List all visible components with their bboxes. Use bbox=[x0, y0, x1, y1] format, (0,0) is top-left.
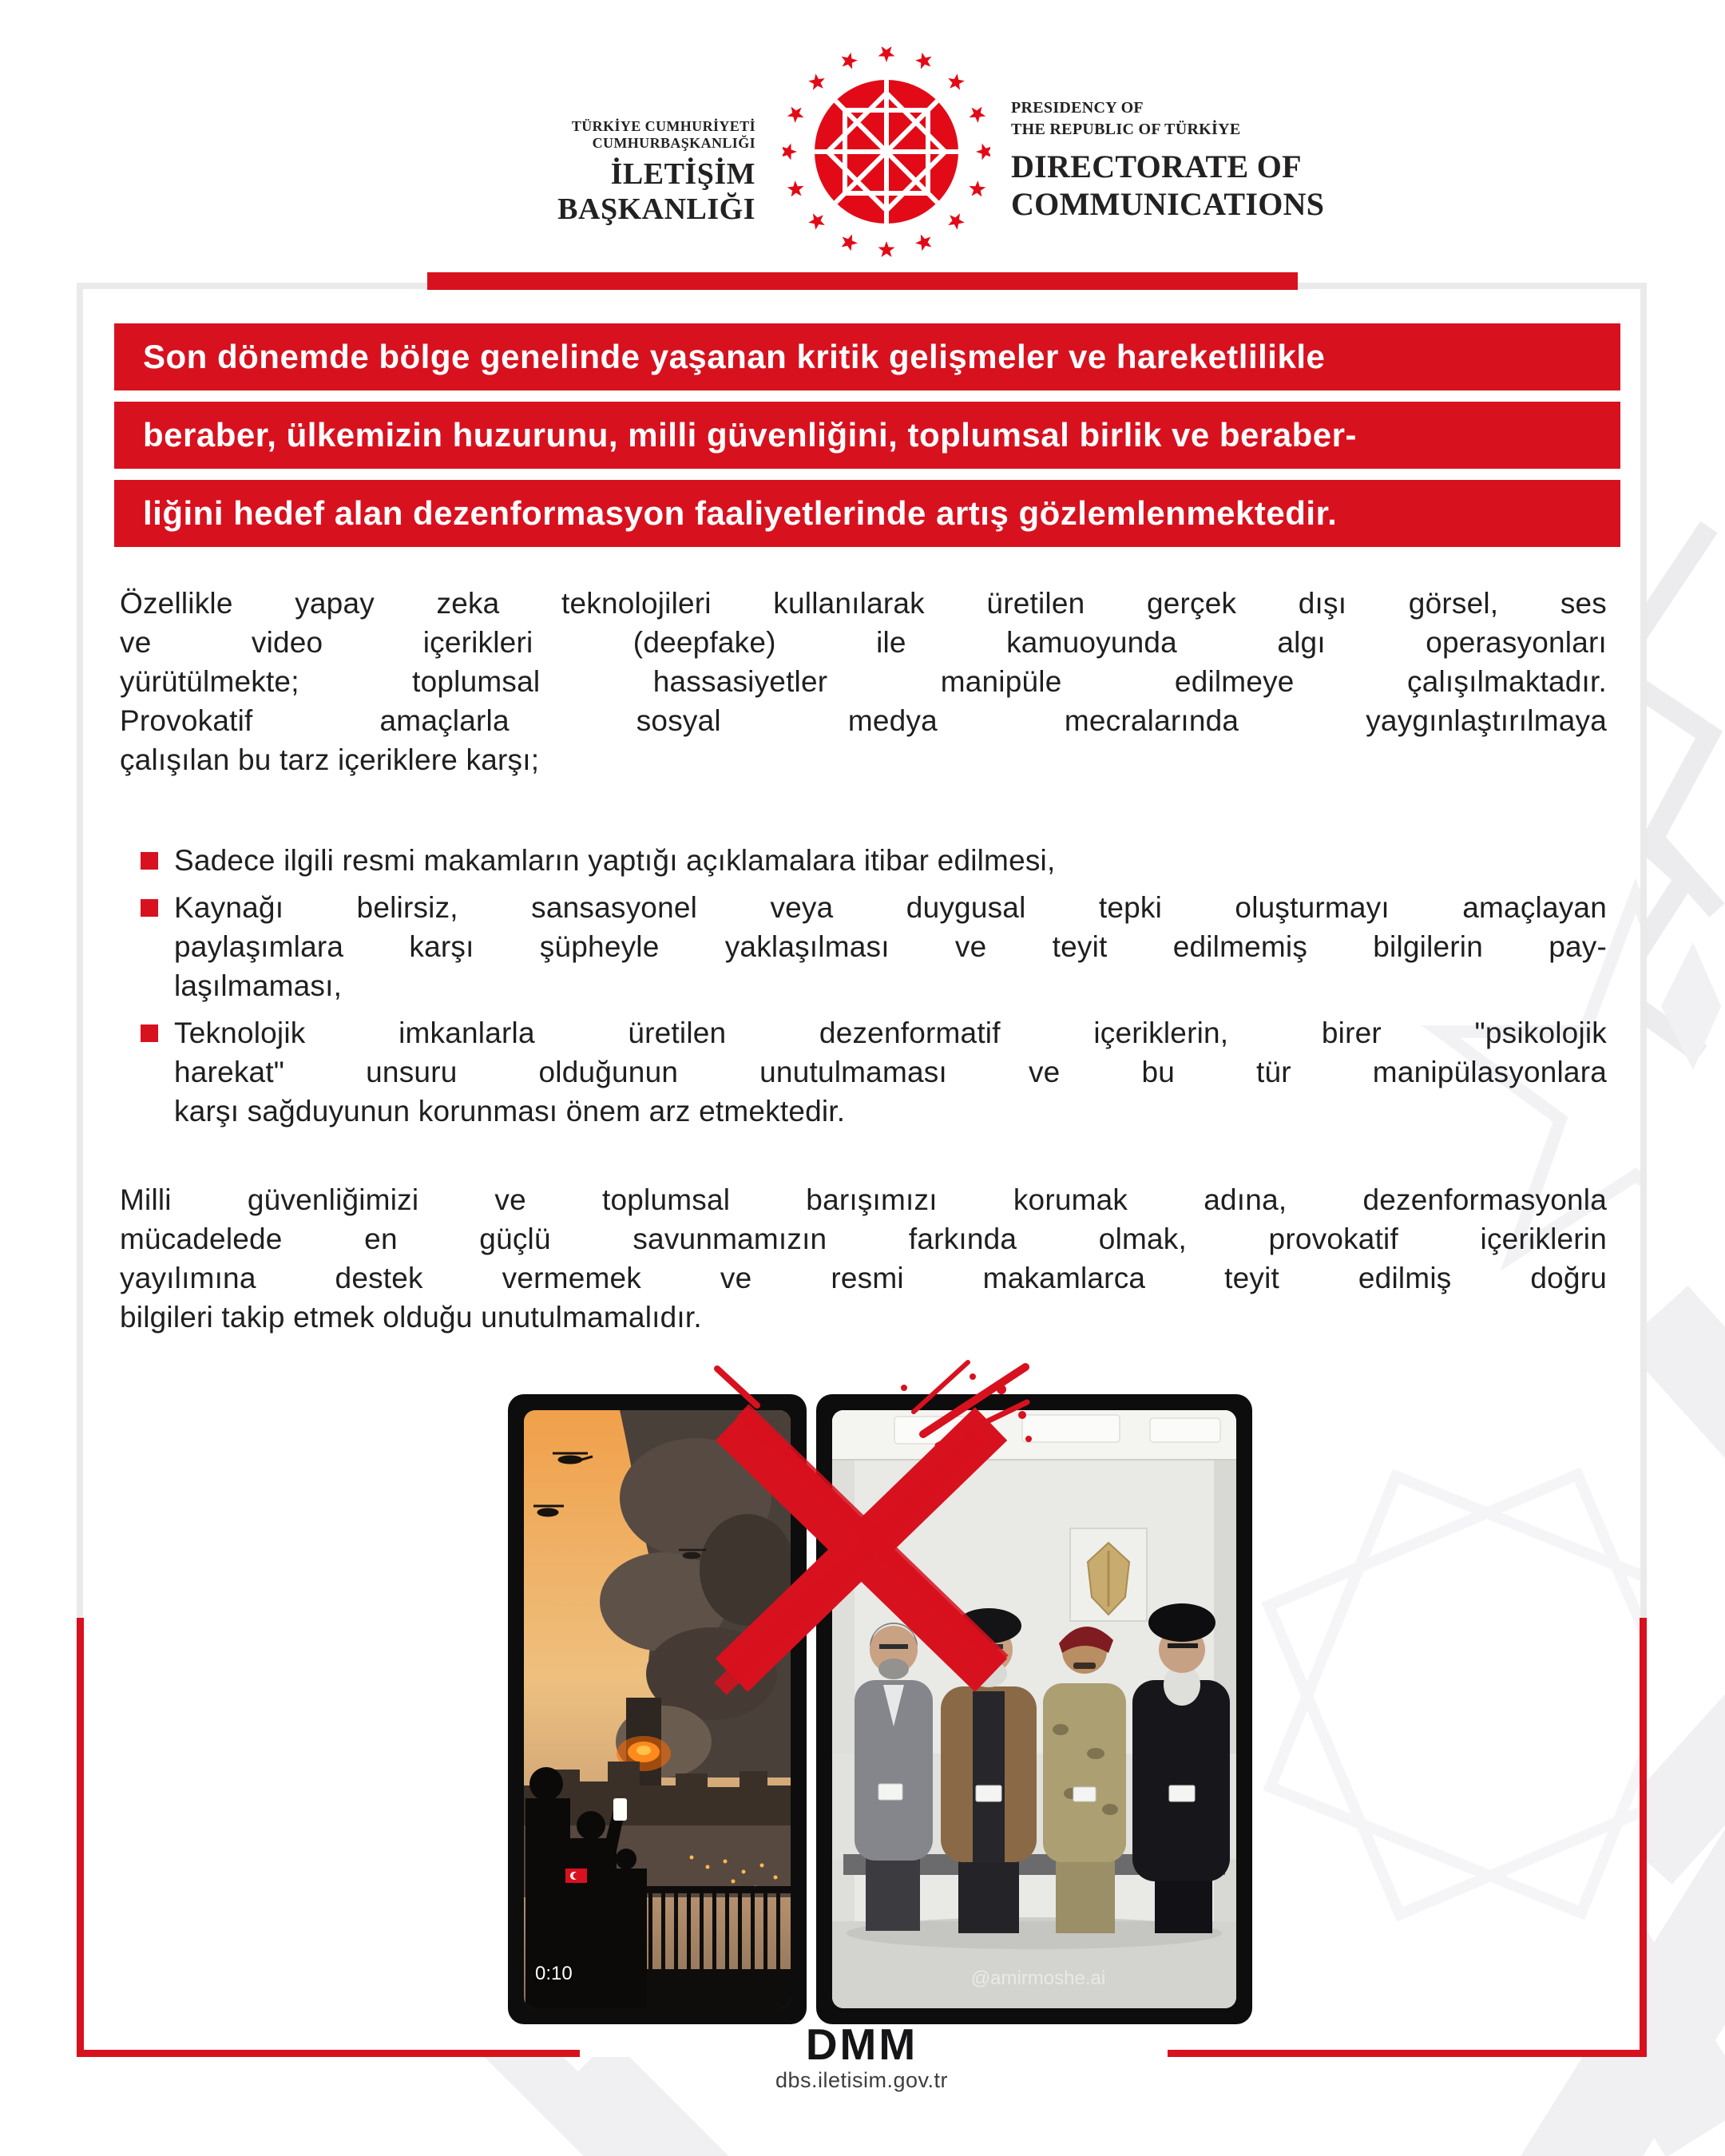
text-line: bilgileri takip etmek olduğu unutulmamalıdır. bbox=[120, 1301, 702, 1334]
logo-star bbox=[842, 53, 858, 69]
presidency-line-en-1: PRESIDENCY OF bbox=[1011, 99, 1144, 117]
communications-directorate-logo-icon bbox=[783, 40, 990, 268]
footer-url: dbs.iletisim.gov.tr bbox=[775, 2068, 949, 2092]
bullet-text bbox=[174, 1013, 1607, 1131]
presidency-line-en-2: THE REPUBLIC OF TÜRKİYE bbox=[1011, 121, 1241, 138]
turkish-flag bbox=[565, 1869, 587, 1883]
headline-bar-1: Son dönemde bölge genelinde yaşanan kritik gelişmeler ve hareketlilikle bbox=[114, 323, 1620, 390]
headline-bar-3: liğini hedef alan dezenformasyon faaliyetlerinde artış gözlemlenmektedir. bbox=[114, 480, 1620, 547]
header-left-wordmark bbox=[447, 118, 755, 227]
logo-star bbox=[970, 180, 986, 196]
wall-emblem bbox=[1070, 1528, 1147, 1621]
text-line: çalışılan bu tarz içeriklere karşı; bbox=[120, 743, 540, 776]
text-line: karşı sağduyunun korunması önem arz etmektedir. bbox=[174, 1095, 846, 1128]
logo-star bbox=[787, 180, 804, 196]
list-item bbox=[120, 1013, 1607, 1131]
text-line: harekat" unsuru olduğunun unutulmaması ve bu tür manipülasyonlara bbox=[174, 1056, 1607, 1088]
text-line: Milli güvenliğimizi ve toplumsal barışımızı korumak adına, dezenformasyonla bbox=[120, 1183, 1607, 1216]
logo-star bbox=[915, 235, 931, 252]
text-line: Provokatif amaçlarla sosyal medya mecralarında yaygınlaştırılmaya bbox=[120, 704, 1607, 737]
bullet-list bbox=[120, 841, 1607, 1139]
text-line: Teknolojik imkanlarla üretilen dezenformatif içeriklerin, birer "psikolojik bbox=[174, 1017, 1607, 1049]
paragraph-intro bbox=[120, 584, 1607, 779]
header-right-wordmark bbox=[1011, 97, 1324, 223]
text-line: Kaynağı belirsiz, sansasyonel veya duygusal tepki oluşturmayı amaçlayan bbox=[174, 891, 1607, 924]
card-right-red-accent bbox=[1640, 1618, 1647, 2057]
presidency-line-tr: TÜRKİYE CUMHURİYETİ CUMHURBAŞKANLIĞI bbox=[571, 118, 755, 151]
bullet-square-icon bbox=[141, 899, 158, 917]
logo-star bbox=[808, 213, 825, 230]
directorate-line-en-2: COMMUNICATIONS bbox=[1011, 186, 1325, 222]
logo-star bbox=[808, 73, 825, 90]
text-line: mücadelede en güçlü savunmamızın farkında olmak, provokatif içeriklerin bbox=[120, 1223, 1607, 1255]
bullet-text bbox=[174, 888, 1607, 1005]
image-watermark-label: @amirmoshe.ai bbox=[970, 1968, 1106, 1989]
logo-star bbox=[787, 107, 804, 123]
logo-star bbox=[976, 144, 990, 161]
text-line: paylaşımlara karşı şüpheyle yaklaşılması ve teyit edilmemiş bilgilerin pay- bbox=[174, 930, 1607, 963]
logo-star bbox=[783, 144, 797, 161]
bullet-square-icon bbox=[141, 852, 158, 870]
headline-bar-2: beraber, ülkemizin huzurunu, milli güvenliğini, toplumsal birlik ve beraber- bbox=[114, 402, 1620, 469]
logo-star bbox=[878, 46, 895, 62]
red-x-mark-icon bbox=[684, 1356, 1035, 1731]
red-divider-bar bbox=[427, 272, 1298, 290]
dmm-logo: DMM bbox=[805, 2019, 918, 2069]
logo-star bbox=[878, 241, 895, 257]
bullet-text bbox=[174, 841, 1607, 880]
list-item bbox=[120, 841, 1607, 880]
logo-star bbox=[970, 107, 986, 123]
text-line: laşılmaması, bbox=[174, 969, 343, 1002]
video-timestamp-label: 0:10 bbox=[535, 1963, 573, 1984]
text-line: yayılımına destek vermemek ve resmi makamlarca teyit edilmiş doğru bbox=[120, 1262, 1607, 1294]
bullet-square-icon bbox=[141, 1024, 158, 1042]
logo-star bbox=[948, 213, 965, 230]
text-line: yürütülmekte; toplumsal hassasiyetler manipüle edilmeye çalışılmaktadır. bbox=[120, 665, 1607, 698]
phone-screen bbox=[613, 1798, 627, 1821]
text-line: Sadece ilgili resmi makamların yaptığı açıklamalara itibar edilmesi, bbox=[174, 844, 1056, 877]
text-line: Özellikle yapay zeka teknolojileri kullanılarak üretilen gerçek dışı görsel, ses bbox=[120, 587, 1607, 620]
logo-star bbox=[842, 235, 858, 252]
paragraph-conclusion bbox=[120, 1180, 1607, 1337]
directorate-line-en-1: DIRECTORATE OF bbox=[1011, 149, 1302, 184]
directorate-line-tr: İLETİŞİM BAŞKANLIĞI bbox=[557, 157, 755, 226]
text-line: ve video içerikleri (deepfake) ile kamuoyunda algı operasyonları bbox=[120, 626, 1607, 659]
list-item bbox=[120, 888, 1607, 1005]
card-left-red-accent bbox=[77, 1618, 84, 2057]
logo-star bbox=[948, 73, 965, 90]
logo-star bbox=[915, 53, 931, 69]
